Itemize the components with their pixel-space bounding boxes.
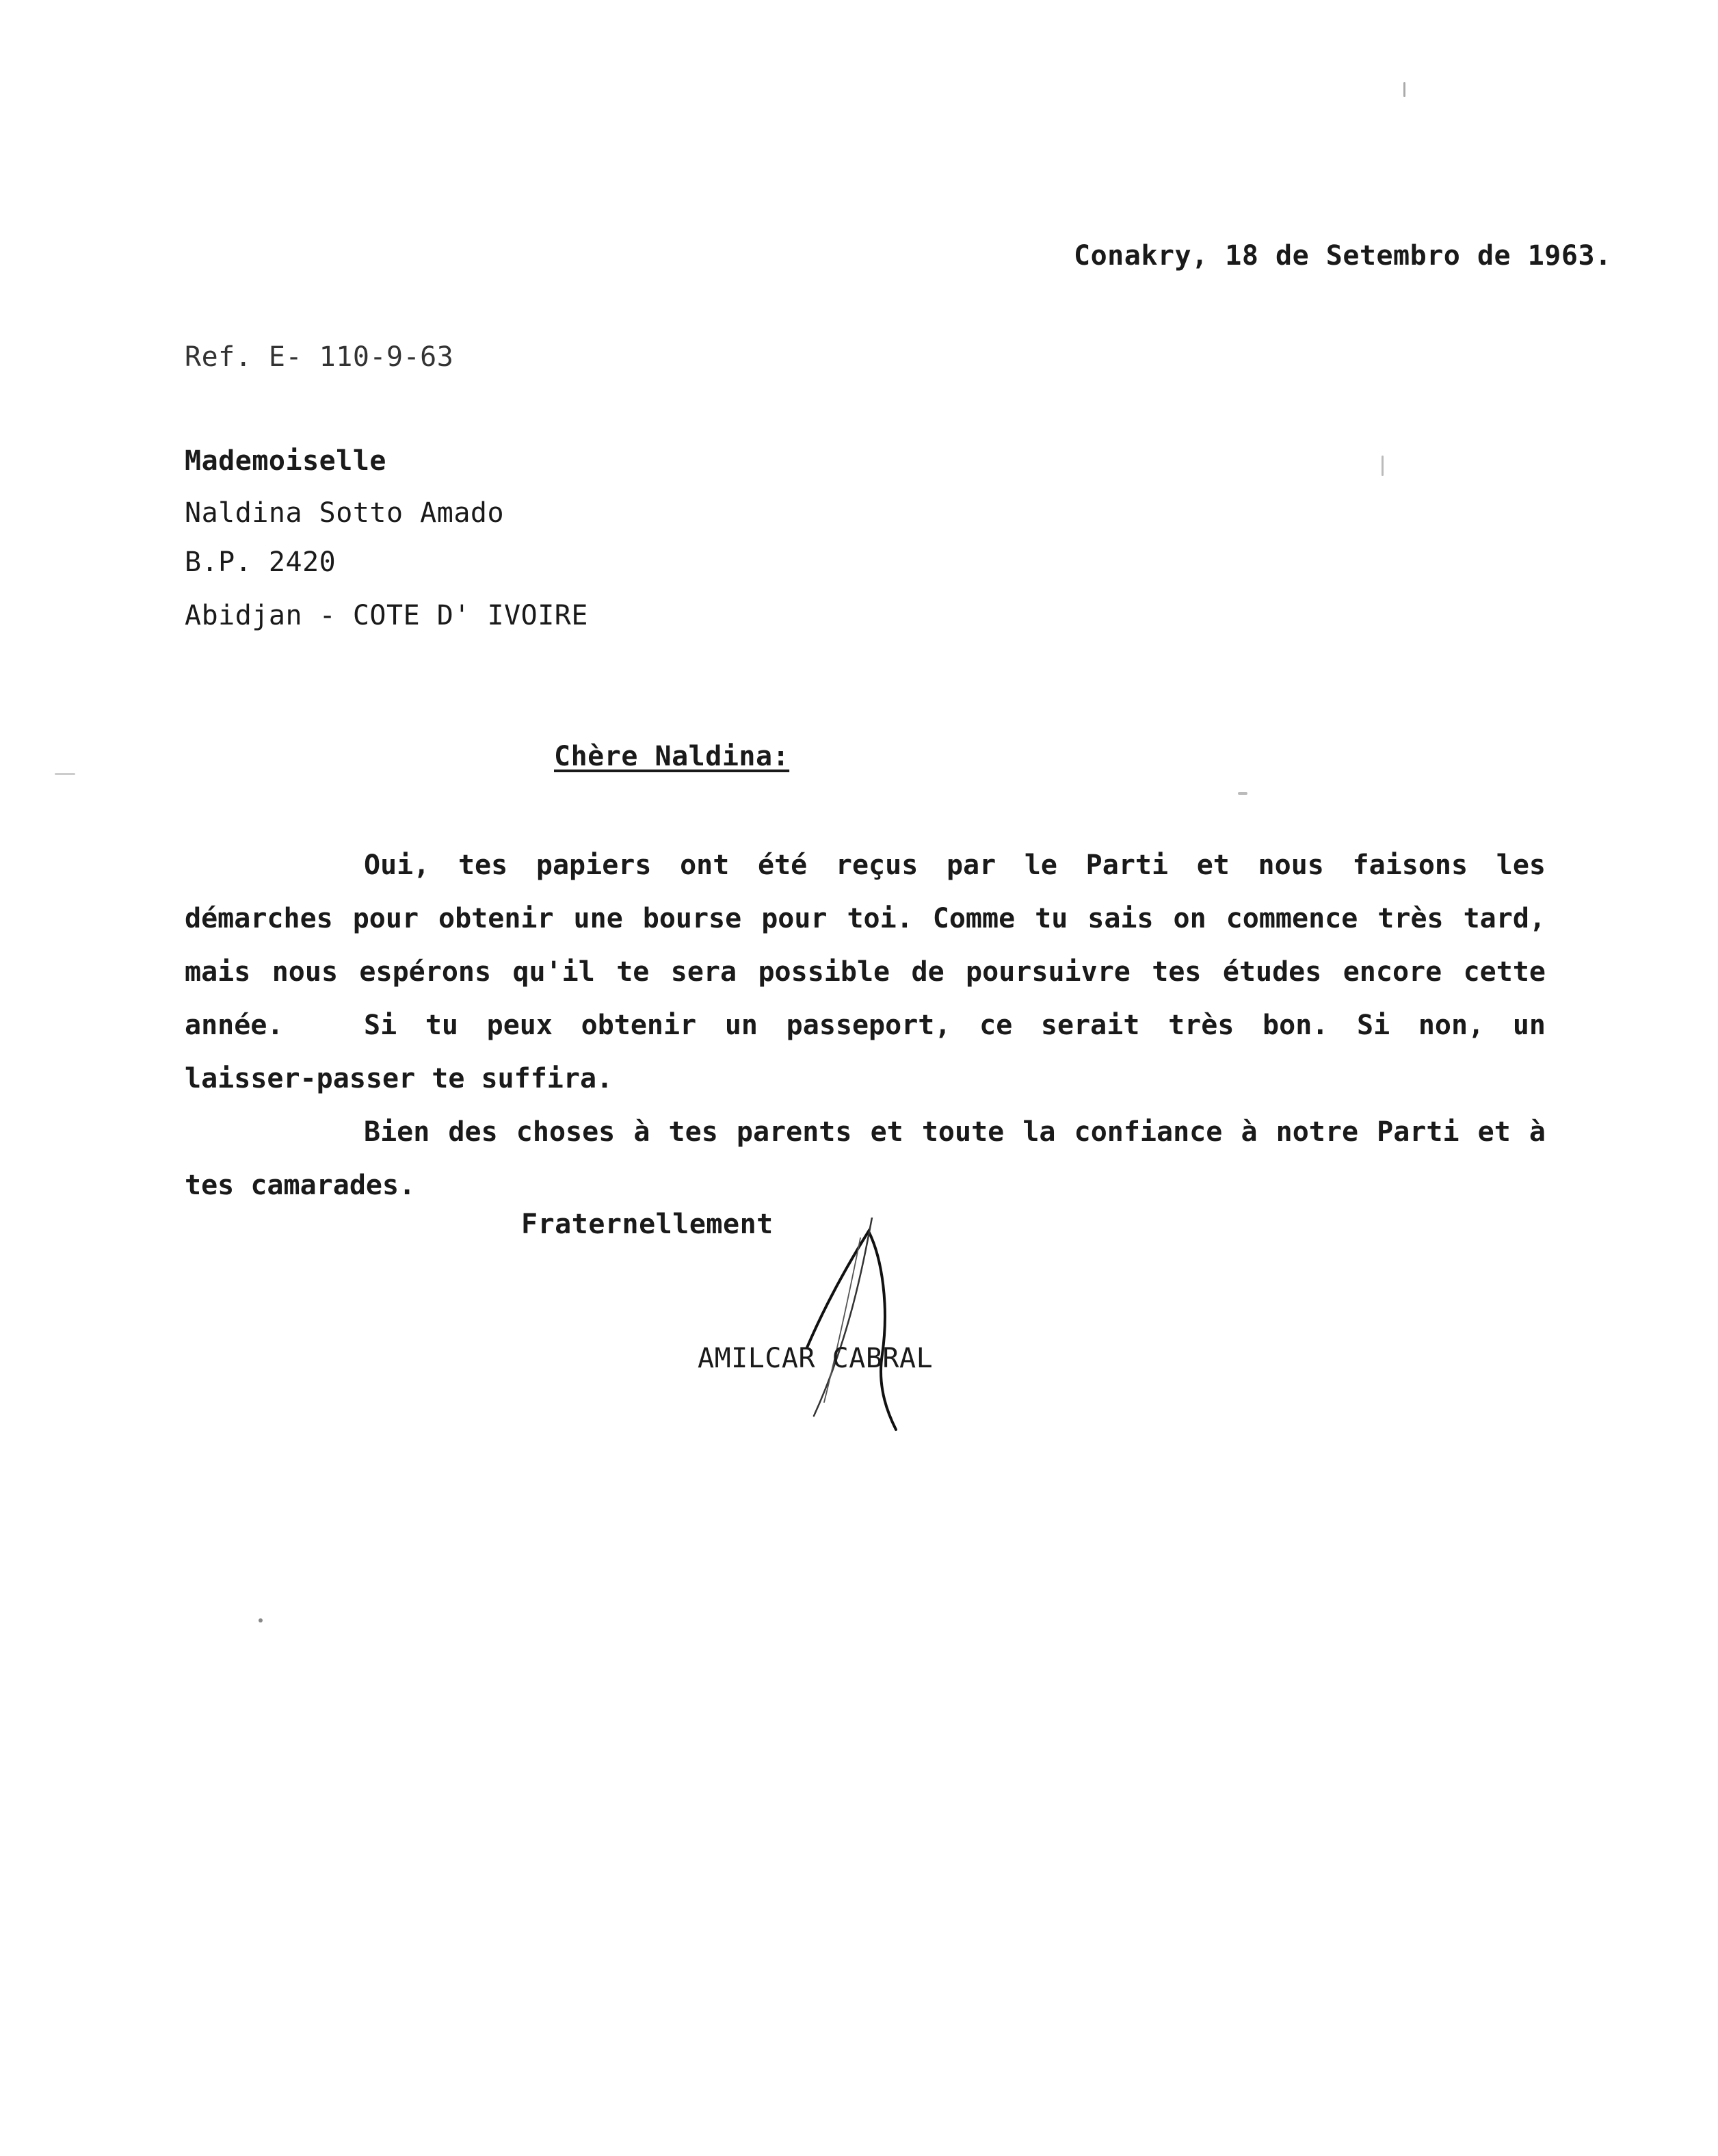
- reference-number: Ref. E- 110-9-63: [185, 341, 454, 373]
- recipient-city-country: Abidjan - COTE D' IVOIRE: [185, 600, 588, 631]
- letter-date: Conakry, 18 de Setembro de 1963.: [1074, 240, 1612, 272]
- signatory-name: AMILCAR CABRAL: [698, 1343, 934, 1374]
- scan-speck: [1403, 82, 1405, 97]
- scan-speck: [259, 1618, 263, 1622]
- body-paragraph-1: Oui, tes papiers ont été reçus par le Parti et nous faisons les démarches pour obtenir une bourse pour toi. Comme tu sais on commence très tard, mais nous espérons qu'il te sera possible de poursuivre tes études encore cette année.: [185, 850, 1546, 1041]
- salutation: Chère Naldina:: [554, 741, 790, 772]
- body-paragraph-2: Si tu peux obtenir un passeport, ce serait très bon. Si non, un laisser-passer te suffira.: [185, 1010, 1546, 1094]
- scan-speck: [55, 773, 75, 775]
- handwritten-signature: [787, 1218, 923, 1436]
- body-paragraph-3: Bien des choses à tes parents et toute la confiance à notre Parti et à tes camarades.: [185, 1116, 1546, 1201]
- closing: Fraternellement: [521, 1209, 774, 1240]
- recipient-title: Mademoiselle: [185, 445, 386, 477]
- recipient-po-box: B.P. 2420: [185, 547, 336, 578]
- recipient-name: Naldina Sotto Amado: [185, 497, 505, 529]
- scan-speck: [1382, 456, 1384, 476]
- scan-speck: [1238, 792, 1247, 795]
